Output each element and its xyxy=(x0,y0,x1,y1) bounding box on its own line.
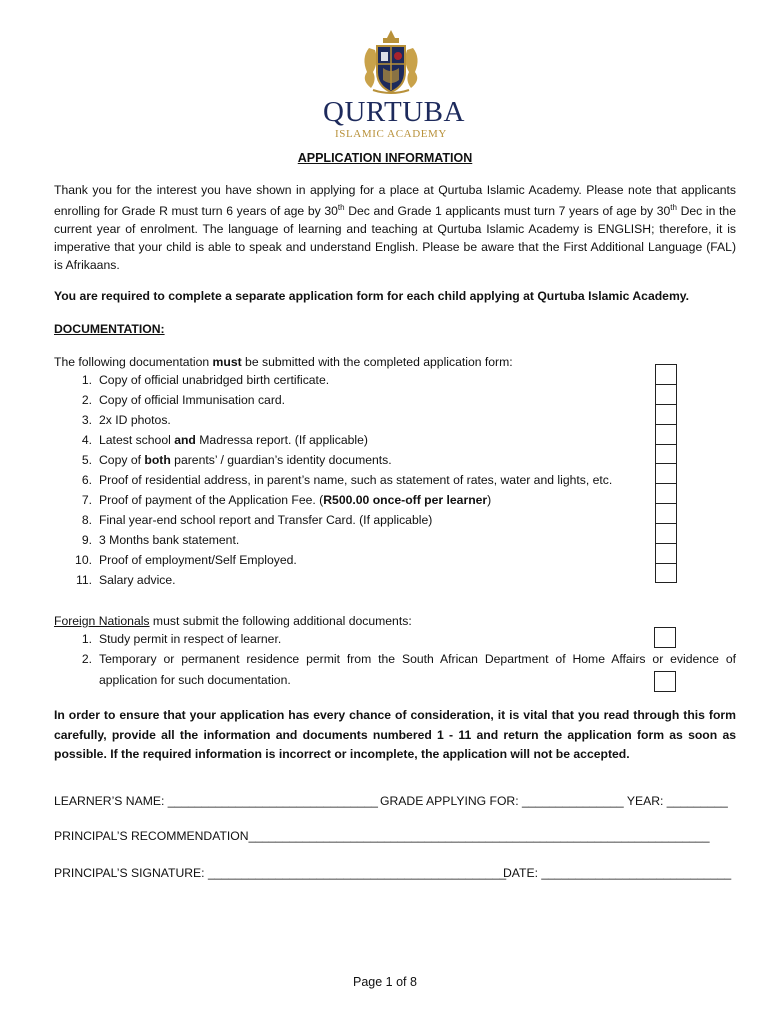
doc-checkbox[interactable] xyxy=(655,384,677,404)
page-title: APPLICATION INFORMATION xyxy=(297,151,473,165)
principal-signature-field[interactable]: PRINCIPAL’S SIGNATURE: ____________________________________________ xyxy=(54,866,507,880)
separate-form-notice: You are required to complete a separate application form for each child applying at Qurtuba Islamic Academy. xyxy=(54,289,690,303)
doc-number: 5. xyxy=(81,453,92,467)
doc-item: Latest school and Madressa report. (If applicable) xyxy=(99,433,368,447)
principal-recommendation-field[interactable]: PRINCIPAL’S RECOMMENDATION____________________________________________________________________ xyxy=(54,829,710,843)
logo-name: QURTUBA xyxy=(323,96,465,128)
intro-paragraph: Thank you for the interest you have shown in applying for a place at Qurtuba Islamic Academy. Please note that applicants enrolling for Grade R must turn 6 years of age by 30th Dec and Grade 1 applicants must turn 7 years of age by 30th Dec in the current year of enrolment. The language of learning and teaching at Qurtuba Islamic Academy is ENGLISH; therefore, it is imperative that your child is able to speak and understand English. Please be aware that the First Additional Language (FAL) is Afrikaans. xyxy=(54,183,736,273)
doc-number: 1. xyxy=(81,373,92,387)
doc-item: Salary advice. xyxy=(99,573,176,587)
doc-checkbox[interactable] xyxy=(655,424,677,444)
doc-item: Proof of payment of the Application Fee. (R500.00 once-off per learner) xyxy=(99,493,492,507)
doc-number: 7. xyxy=(81,493,92,507)
doc-item: Proof of employment/Self Employed. xyxy=(99,553,297,567)
doc-number: 8. xyxy=(81,513,92,527)
learner-name-field[interactable]: LEARNER’S NAME: _______________________________ xyxy=(54,794,378,808)
doc-number: 2. xyxy=(81,393,92,407)
doc-checkbox[interactable] xyxy=(655,444,677,464)
documents-checkboxes xyxy=(655,364,677,583)
doc-number: 11. xyxy=(75,573,92,587)
doc-checkbox[interactable] xyxy=(655,503,677,523)
foreign-item: Temporary or permanent residence permit from the South African Department of Home Affairs or evidence of xyxy=(99,652,736,666)
doc-item: 3 Months bank statement. xyxy=(99,533,240,547)
foreign-checkbox[interactable] xyxy=(654,627,676,648)
doc-checkbox[interactable] xyxy=(655,404,677,424)
foreign-number: 2. xyxy=(81,652,92,666)
date-field[interactable]: DATE: ____________________________ xyxy=(503,866,732,880)
doc-checkbox[interactable] xyxy=(655,563,677,583)
doc-item: 2x ID photos. xyxy=(99,413,171,427)
documentation-intro: The following documentation must be submitted with the completed application form: xyxy=(54,355,513,369)
doc-item: Copy of official unabridged birth certificate. xyxy=(99,373,330,387)
doc-item: Proof of residential address, in parent’s name, such as statement of rates, water and lights, etc. xyxy=(99,473,613,487)
doc-checkbox[interactable] xyxy=(655,463,677,483)
foreign-number: 1. xyxy=(81,632,92,646)
logo-subtitle: ISLAMIC ACADEMY xyxy=(335,128,447,140)
doc-item: Copy of both parents’ / guardian’s identity documents. xyxy=(99,453,392,467)
foreign-item: Study permit in respect of learner. xyxy=(99,632,282,646)
page-number: Page 1 of 8 xyxy=(353,975,417,989)
foreign-item-continued: application for such documentation. xyxy=(99,673,291,687)
doc-checkbox[interactable] xyxy=(655,364,677,384)
doc-item: Final year-end school report and Transfer Card. (If applicable) xyxy=(99,513,433,527)
doc-number: 6. xyxy=(81,473,92,487)
warning-paragraph: In order to ensure that your application has every chance of consideration, it is vital that you read through this form carefully, provide all the information and documents numbered 1 - 11 and return the application form as soon as possible. If the required information is incorrect or incomplete, the application will not be accepted. xyxy=(54,708,736,761)
documentation-heading: DOCUMENTATION: xyxy=(54,322,165,336)
crest-icon xyxy=(355,28,427,96)
doc-number: 4. xyxy=(81,433,92,447)
doc-number: 3. xyxy=(81,413,92,427)
doc-number: 9. xyxy=(81,533,92,547)
foreign-checkbox[interactable] xyxy=(654,671,676,692)
foreign-intro: Foreign Nationals must submit the following additional documents: xyxy=(54,614,412,628)
school-logo xyxy=(323,28,465,140)
doc-checkbox[interactable] xyxy=(655,523,677,543)
doc-checkbox[interactable] xyxy=(655,483,677,503)
doc-checkbox[interactable] xyxy=(655,543,677,563)
doc-item: Copy of official Immunisation card. xyxy=(99,393,286,407)
doc-number: 10. xyxy=(75,553,92,567)
grade-year-field[interactable]: GRADE APPLYING FOR: _______________ YEAR: _________ xyxy=(380,794,728,808)
